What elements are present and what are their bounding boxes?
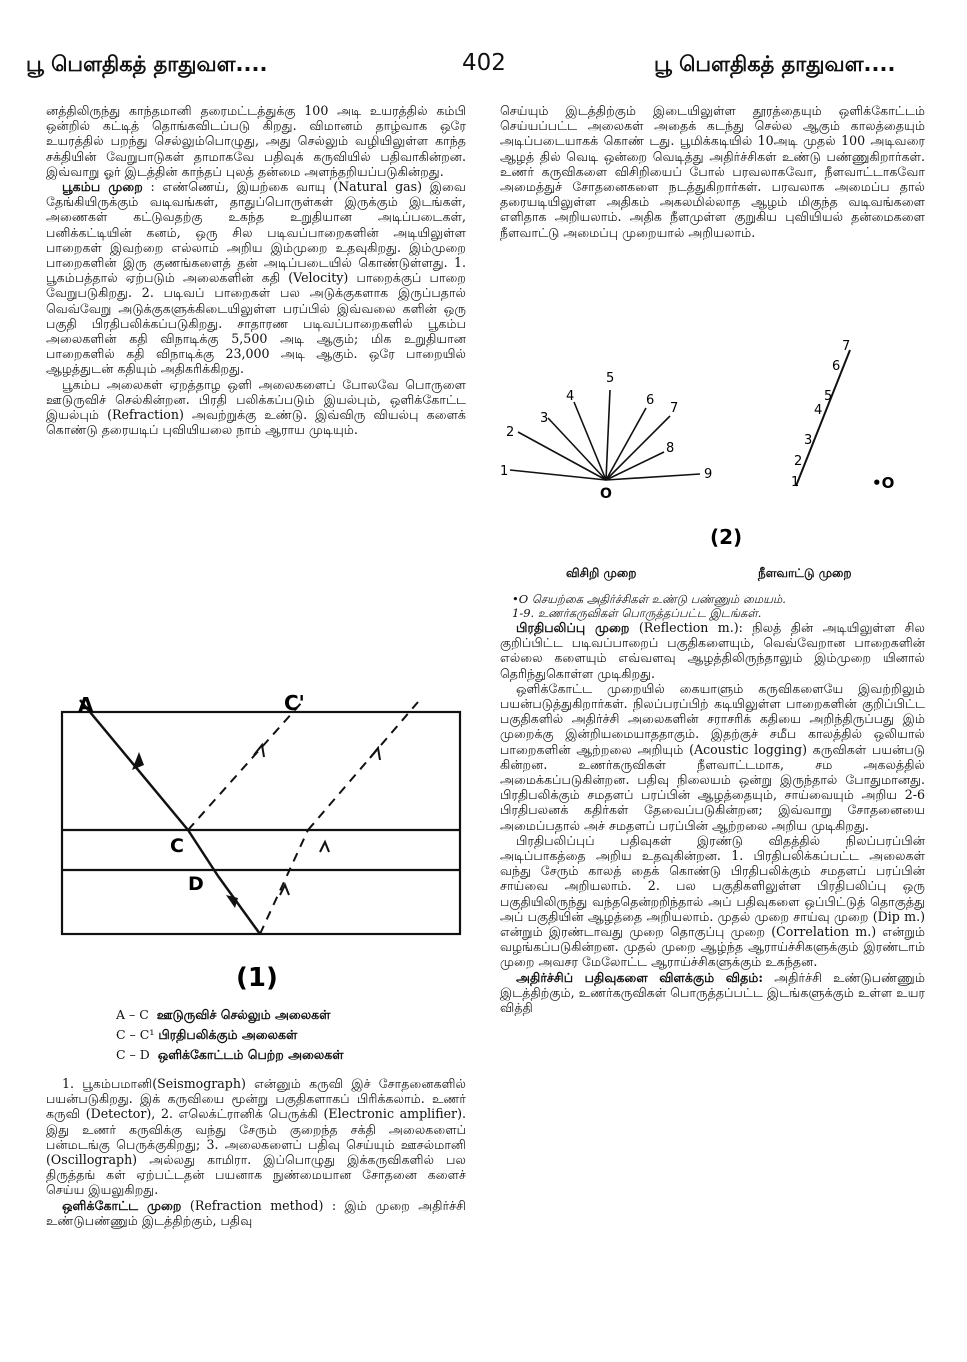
figure-2-note: •O செயற்கை அதிர்ச்சிகள் உண்டு பண்ணும் மையம். [512, 592, 786, 606]
sensor-label: 7 [670, 401, 679, 416]
legend-key: A – C [116, 1007, 149, 1022]
sensor-label: 8 [666, 441, 675, 456]
paragraph: 1. பூகம்பமானி(Seismograph) என்னும் கருவி இச் சோதனைகளில் பயன்படுகிறது. இக் கருவியை மூன்று பகுதிகளாகப் பிரிக்கலாம். உணர் கருவி (Detector), 2. எலெக்ட்ரானிக் பெருக்கி (Electronic amplifier). இது உணர் கருவிக்கு வந்து சேரும் குறைந்த சக்தி அலைகளைப் பன்மடங்கு பெருக்குகிறது; 3. அலைகளைப் பதிவு செய்யும் ஊசல்மானி (Oscillograph) அல்லது காமிரா. இப்பொழுது இக்கருவிகளில் பல திருத்தங் கள் ஏற்பட்டதன் பயனாக நுண்மையான சோதனை களைச் செய்ய இயலுகிறது. [46, 1076, 466, 1198]
sensor-label: 3 [540, 411, 549, 426]
legend-text: ஒளிக்கோட்டம் பெற்ற அலைகள் [157, 1047, 344, 1062]
in-line-spread [796, 350, 850, 486]
paragraph: னத்திலிருந்து காந்தமானி தரைமட்டத்துக்கு 100 அடி உயரத்தில் கம்பி ஒன்றில் கட்டித் தொங்கவிடப்படு கிறது. விமானம் தாழ்வாக ஒரே உயரத்தில் பறந்து செல்லும்பொழுது, அது செல்லும் வழியிலுள்ள காந்த சக்தியின் வேறுபாடுகள் தாமாகவே பதிவுக் கருவியில் பதிவாகின்றன. இவ்வாறு ஓர் இடத்தின் காந்தப் புலத் தன்மை அளந்தறியப்படுகின்றது. [46, 103, 466, 179]
figure-1-refraction-diagram [40, 690, 470, 1000]
sensor-label: 3 [804, 433, 813, 448]
refracted-ray [218, 876, 260, 934]
in-line-method-caption: நீளவாட்டு முறை [758, 566, 852, 580]
sensor-label: 6 [646, 393, 655, 408]
figure-number: (1) [236, 963, 278, 993]
sensor-label: 2 [506, 425, 515, 440]
point-label: C' [284, 691, 305, 715]
paragraph [46, 179, 466, 377]
sensor-label: 5 [606, 371, 615, 386]
paragraph [46, 1198, 466, 1228]
running-header-right: பூ பௌதிகத் தாதுவள.... [654, 52, 896, 76]
left-column-bottom [46, 1076, 466, 1228]
right-column-bottom [500, 620, 925, 1015]
legend-key: C – D [116, 1047, 150, 1062]
paragraph-text: : எண்ணெய், இயற்கை வாயு (Natural gas) இவை தேங்கியிருக்கும் வடிவங்கள், தாதுப்பொருள்கள் இருக்கும் இடங்கள், அணைகள் கட்டுவதற்கு உகந்த உறுதியான அடிப்படைகள், பனிக்கட்டியின் கனம், ஒரு சில படிவப்பாறைகளின் அடியிலுள்ள பாறைகள் இவற்றை எல்லாம் அறிய இம்முறை உதவுகிறது. இம்முறை பாறைகளின் இரு குணங்களைத் தன் அடிப்படையில் கொண்டுள்ளது. 1. பூகம்பத்தால் ஏற்படும் அலைகளின் கதி (Velocity) பாறைக்குப் பாறை வேறுபடுகிறது. 2. படிவப் பாறைகள் பல அடுக்குகளாக இருப்பதால் வெவ்வேறு அடுக்குகளுக்கிடையிலுள்ள பரப்பில் இவ்வலை களின் ஒரு பகுதி பிரதிபலிக்கப்படுகிறது. சாதாரண படிவப்பாறைகளில் பூகம்ப அலைகளின் கதி விநாடிக்கு 5,500 அடி ஆகும்; மிக உறுதியான பாறைகளில் கதி விநாடிக்கு 23,000 அடி ஆகும். ஒரே பாறையில் ஆழத்துடன் கதியும் அதிகரிக்கிறது. [46, 179, 466, 377]
refracted-return-ray [308, 702, 418, 830]
sensor-label: 1 [791, 475, 800, 490]
paragraph-text: அதிர்ச்சி உண்டுபண்ணும் இடத்திற்கும், உணர்கருவிகள் பொருத்தப்பட்ட இடங்களுக்கும் உள்ள உயர வித்தி [500, 969, 925, 1016]
legend-key: C – C¹ [116, 1027, 155, 1042]
sensor-label: 4 [566, 389, 575, 404]
sensor-label: 4 [814, 403, 823, 418]
right-column-top [500, 103, 925, 240]
paragraph: செய்யும் இடத்திற்கும் இடையிலுள்ள தூரத்தையும் ஒளிக்கோட்டம் செய்யப்பட்ட அலைகள் அதைக் கடந்து செல்ல ஆகும் காலத்தையும் அடிப்படையாகக் கொண் டது. பூமிக்கடியில் 10அடி முதல் 100 அடிவரை ஆழத் தில் வெடி ஒன்றை வெடித்து அதிர்ச்சிகள் உண்டு பண்ணுகிறார்கள். உணர் கருவிகளை விசிறியைப் போல் பரவலாகவோ, நீளவாட்டாகவோ அமைத்துச் சோதனைகளை நடத்துகிறார்கள். பரவலாக அமைப்ப தால் தரையடியிலுள்ள அதிகம் அகலமில்லாத ஆழம் மிகுந்த வடிவங்களை எளிதாக அறியலாம். அதிக நீளமுள்ள குறுகிய புவியியல் தன்மைகளை நீளவாட்டு அமைப்பு முறையால் அறியலாம். [500, 103, 925, 240]
left-column-top [46, 103, 466, 437]
section-heading: பூகம்ப முறை [62, 179, 143, 195]
section-heading: பிரதிபலிப்பு முறை [516, 620, 630, 635]
arrow-head [370, 748, 380, 760]
figure-2-sensor-layout-diagram [496, 340, 926, 580]
legend-text: ஊடுருவிச் செல்லும் அலைகள் [156, 1007, 331, 1022]
shot-point-label: •O [872, 474, 895, 492]
sensor-label: 6 [832, 359, 841, 374]
paragraph-text: (Reflection m.): நிலத் தின் அடியிலுள்ள சில குறிப்பிட்ட படிவப்பாறைப் பகுதிகளையும், வெவ்வேறான பாறைகளின் எல்லை களையும் எவ்வளவு ஆழத்திலிருந்தாலும் இம்முறை யினால் தெரிந்துகொள்ள முடிகிறது. [500, 620, 925, 681]
legend-text: பிரதிபலிக்கும் அலைகள் [158, 1027, 298, 1042]
running-header-left: பூ பௌதிகத் தாதுவள.... [26, 52, 268, 76]
paragraph-text: (Refraction method) : இம் முறை அதிர்ச்சி உண்டுபண்ணும் இடத்திற்கும், பதிவு [46, 1197, 466, 1228]
sensor-label: 5 [824, 389, 833, 404]
reflected-ray [188, 702, 302, 830]
fan-method-caption: விசிறி முறை [566, 566, 637, 580]
paragraph [500, 970, 925, 1016]
shot-point-label: O [600, 486, 612, 502]
point-label: C [170, 835, 184, 857]
paragraph: பூகம்ப அலைகள் ஏறத்தாழ ஒளி அலைகளைப் போலவே பொருளை ஊடுருவிச் செல்கின்றன. பிரதி பலிக்கப்படும் இயல்பும், ஒளிக்கோட்ட இயல்பும் (Refraction) அவற்றுக்கு உண்டு. இவ்விரு வியல்பு களைக் கொண்டு தரையடிப் புவியியலை நாம் ஆராய முடியும். [46, 376, 466, 438]
paragraph: பிரதிபலிப்புப் பதிவுகள் இரண்டு விதத்தில் நிலப்பரப்பின் அடிப்பாகத்தை அறிய உதவுகின்றன. 1. பிரதிபலிக்கப்பட்ட அலைகள் வந்து சேரும் காலத் தைக் கொண்டு பிரதிபலிக்கும் சமதளப் பரப்பின் சாய்வை அறியலாம். 2. பல பகுதிகளிலுள்ள பிரதிபலிப்பு ஒரு பகுதியிலிருந்து வந்ததென்றறிந்தால் அப் பதிவுகளை ஒப்பிட்டுத் தொகுத்து அப் பகுதியின் ஆழத்தை அறியலாம். முதல் முறை சாய்வு முறை (Dip m.) என்றும் இரண்டாவது முறை தொகுப்பு முறை (Correlation m.) என்றும் வழங்கப்படுகின்றன. முதல் முறை ஆழ்ந்த ஆராய்ச்சிகளுக்கும் இரண்டாம் முறை அவசர மேலோட்ட ஆராய்ச்சிகளுக்கும் உகந்தன. [500, 832, 925, 970]
sensor-label: 1 [500, 464, 509, 479]
figure-2-note: 1-9. உணர்கருவிகள் பொருத்தப்பட்ட இடங்கள். [512, 606, 762, 620]
sensor-label: 7 [842, 340, 851, 354]
point-label: D [188, 873, 204, 895]
arrow-head [320, 842, 329, 852]
sensor-label: 2 [794, 454, 803, 469]
refracted-return-ray [260, 830, 308, 934]
arrow-head [132, 752, 144, 770]
paragraph [500, 620, 925, 681]
point-label: A [78, 693, 94, 717]
paragraph: ஒளிக்கோட்ட முறையில் கையாளும் கருவிகளையே இவற்றிலும் பயன்படுத்துகிறார்கள். நிலப்பரப்பிற் கடியிலுள்ள பாறைகளின் குறிப்பிட்ட பகுதிகளில் அதிர்ச்சி அலைகளின் சராசரிக் கதியை அறிந்திருப்பது இம் முறைக்கு இன்றியமையாததாகும். இதற்குச் சமீப காலத்தில் ஒலியால் பாறைகளின் ஆற்றலை அறியும் (Acoustic logging) கருவிகள் பயன்படு கின்றன. உணர்கருவிகள் நீளவாட்டமாக, சம அகலத்தில் அமைக்கப்படுகின்றன. பதிவு நிலையம் ஒன்று இருந்தால் போதுமானது. பிரதிபலிக்கும் சமதளப் பரப்பின் ஆழத்தையும், சாய்வையும் அறிய 2-6 பிரதிபலனக் கதிர்கள் தேவைப்படுகின்றன; இவ்வாறு சோதனையை அமைப்பதால் அச் சமதளப் பரப்பின் ஆற்றலை அறிய முடிகிறது. [500, 680, 925, 833]
section-heading: ஒளிக்கோட்ட முறை [62, 1197, 182, 1213]
arrow-head [226, 895, 238, 908]
figure-number: (2) [710, 525, 743, 549]
figure-1-legend [116, 1005, 344, 1065]
section-heading: அதிர்ச்சிப் பதிவுகளை விளக்கும் விதம்: [516, 969, 764, 985]
page-number: 402 [462, 50, 506, 76]
sensor-label: 9 [704, 467, 713, 482]
